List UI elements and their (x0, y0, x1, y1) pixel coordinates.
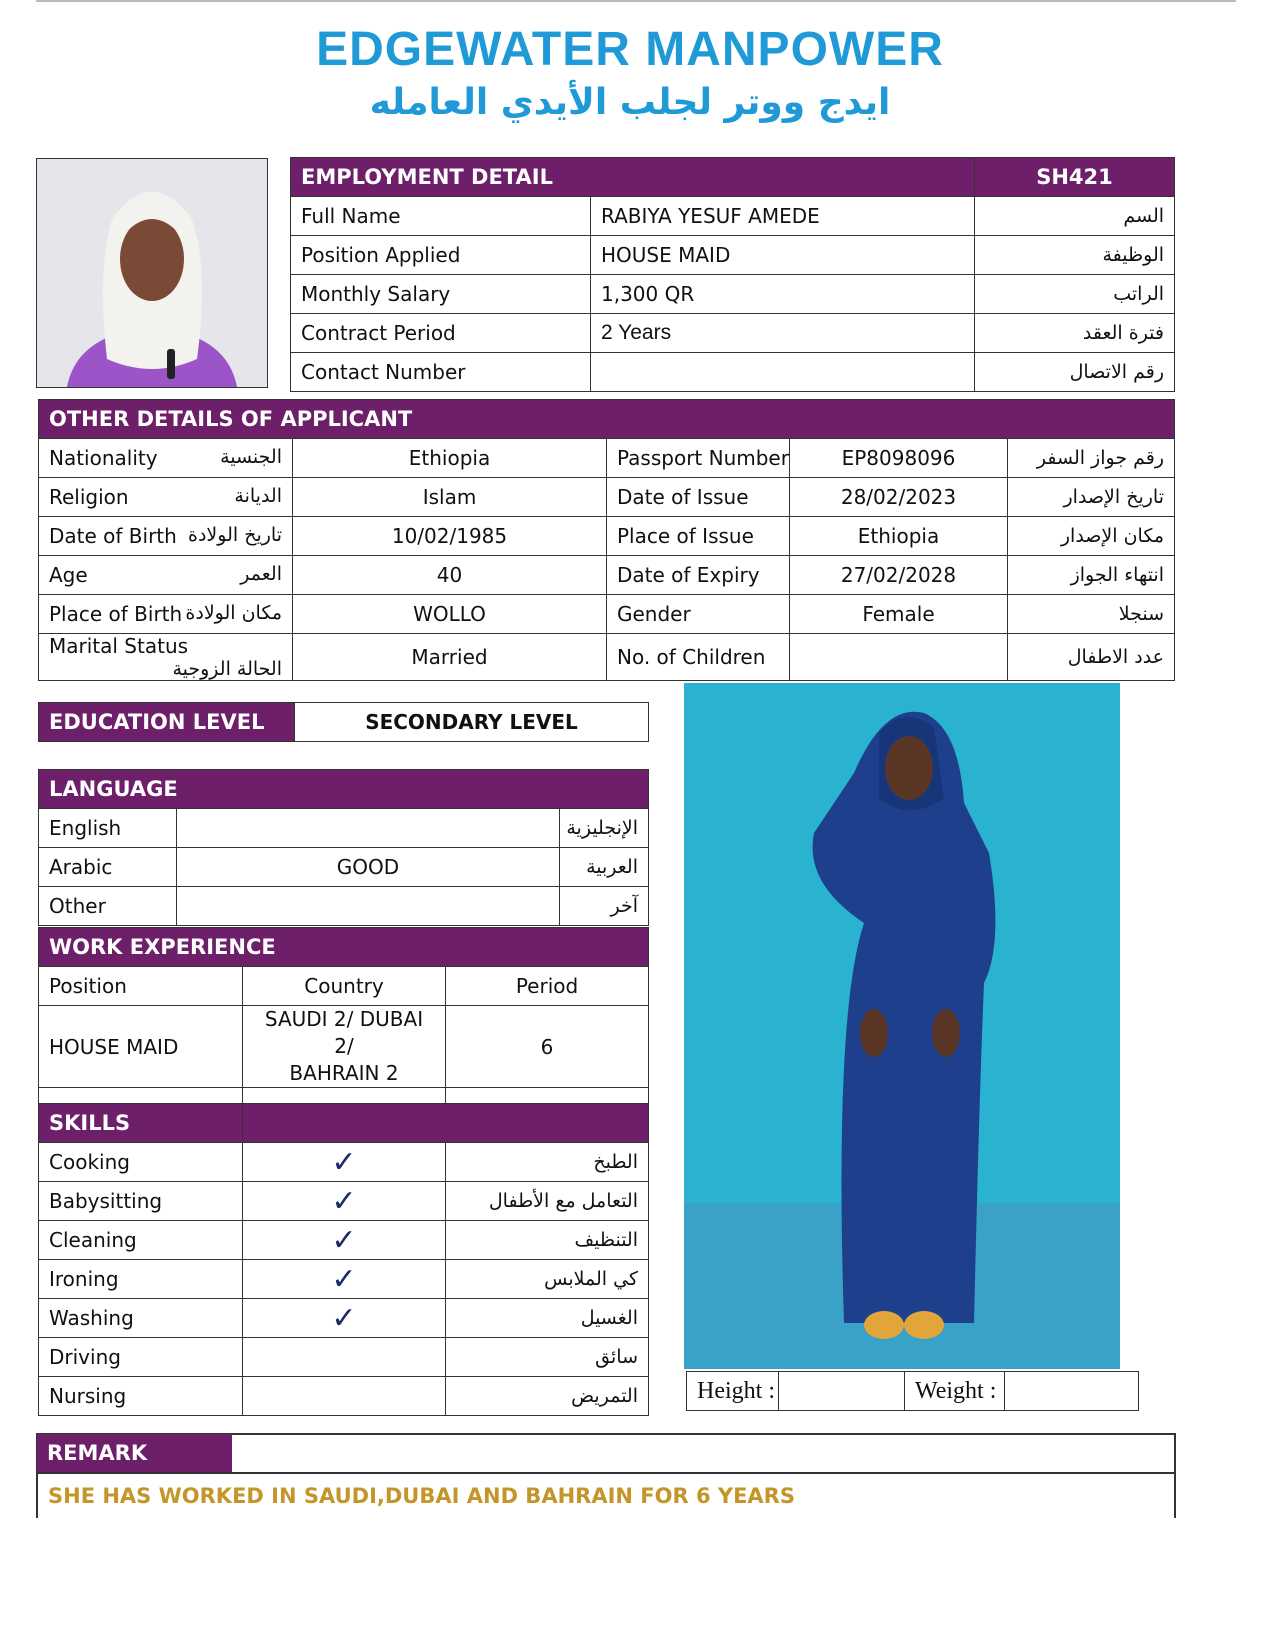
skill-nursing-label-ar: التمريض (446, 1377, 649, 1416)
nationality-value: Ethiopia (293, 439, 607, 478)
skill-ironing-label: Ironing (39, 1260, 243, 1299)
language-arabic-value: GOOD (177, 848, 560, 887)
place-of-issue-value: Ethiopia (790, 517, 1008, 556)
marital-status-label-en: Marital Status (49, 634, 189, 658)
work-header-position: Position (39, 967, 243, 1006)
date-of-issue-value: 28/02/2023 (790, 478, 1008, 517)
contact-number-label-ar: رقم الاتصال (975, 353, 1175, 392)
portrait-photo (36, 158, 268, 388)
skill-driving-label-ar: سائق (446, 1338, 649, 1377)
skill-nursing-label: Nursing (39, 1377, 243, 1416)
religion-label-ar: الديانة (234, 485, 282, 507)
contract-period-value: 2 Years (591, 314, 975, 353)
skill-nursing-check (243, 1377, 446, 1416)
height-label: Height : (687, 1372, 779, 1411)
children-value (790, 634, 1008, 681)
date-of-birth-label-ar: تاريخ الولادة (188, 524, 282, 546)
place-of-birth-label-en: Place of Birth (49, 602, 183, 626)
company-name-en: EDGEWATER MANPOWER (316, 23, 944, 76)
skill-cleaning-check-icon: ✓ (243, 1221, 446, 1260)
skills-table (38, 1103, 649, 1416)
remark-frame-right (1174, 1434, 1176, 1518)
education-value: SECONDARY LEVEL (295, 703, 649, 742)
language-other-label-ar: آخر (560, 887, 649, 926)
skills-title: SKILLS (39, 1104, 243, 1143)
remark-title: REMARK (37, 1434, 232, 1472)
other-details-title: OTHER DETAILS OF APPLICANT (39, 400, 1175, 439)
language-arabic-label-ar: العربية (560, 848, 649, 887)
date-of-expiry-value: 27/02/2028 (790, 556, 1008, 595)
work-header-period: Period (446, 967, 649, 1006)
gender-label-ar: سنجلا (1008, 595, 1175, 634)
age-value: 40 (293, 556, 607, 595)
marital-status-value: Married (293, 634, 607, 681)
skill-driving-label: Driving (39, 1338, 243, 1377)
education-title: EDUCATION LEVEL (39, 703, 295, 742)
date-of-birth-label (39, 517, 293, 556)
height-weight-table (686, 1371, 1139, 1411)
monthly-salary-label: Monthly Salary (291, 275, 591, 314)
full-body-photo (684, 683, 1120, 1369)
marital-status-label (39, 634, 293, 681)
place-of-birth-label-ar: مكان الولادة (185, 602, 282, 624)
employment-detail-table (290, 157, 1175, 392)
gender-label: Gender (607, 595, 790, 634)
skill-cooking-label: Cooking (39, 1143, 243, 1182)
weight-value (1005, 1372, 1139, 1411)
gender-value: Female (790, 595, 1008, 634)
marital-status-label-ar: الحالة الزوجية (172, 658, 282, 680)
place-of-issue-label-ar: مكان الإصدار (1008, 517, 1175, 556)
skill-washing-check-icon: ✓ (243, 1299, 446, 1338)
language-english-label: English (39, 809, 177, 848)
other-details-table (38, 399, 1175, 681)
children-label: No. of Children (607, 634, 790, 681)
religion-value: Islam (293, 478, 607, 517)
full-name-value: RABIYA YESUF AMEDE (591, 197, 975, 236)
children-label-ar: عدد الاطفال (1008, 634, 1175, 681)
language-other-label: Other (39, 887, 177, 926)
skill-cleaning-label: Cleaning (39, 1221, 243, 1260)
age-label-en: Age (49, 563, 88, 587)
work-experience-title: WORK EXPERIENCE (39, 928, 649, 967)
work-country-value (243, 1006, 446, 1088)
skill-cooking-check-icon: ✓ (243, 1143, 446, 1182)
full-name-label: Full Name (291, 197, 591, 236)
language-english-label-ar: الإنجليزية (560, 809, 649, 848)
language-arabic-label: Arabic (39, 848, 177, 887)
position-applied-value: HOUSE MAID (591, 236, 975, 275)
monthly-salary-value: 1,300 QR (591, 275, 975, 314)
position-applied-label-ar: الوظيفة (975, 236, 1175, 275)
education-table (38, 702, 649, 742)
work-country-line-1: SAUDI 2/ DUBAI 2/ (264, 1007, 424, 1058)
full-name-label-ar: السم (975, 197, 1175, 236)
work-experience-table (38, 927, 649, 1127)
religion-label (39, 478, 293, 517)
skill-cleaning-label-ar: التنظيف (446, 1221, 649, 1260)
position-applied-label: Position Applied (291, 236, 591, 275)
skill-washing-label-ar: الغسيل (446, 1299, 649, 1338)
skill-babysitting-label: Babysitting (39, 1182, 243, 1221)
contract-period-label-ar: فترة العقد (975, 314, 1175, 353)
contact-number-label: Contact Number (291, 353, 591, 392)
language-table (38, 769, 649, 926)
weight-label: Weight : (905, 1372, 1005, 1411)
date-of-birth-label-en: Date of Birth (49, 524, 177, 548)
place-of-birth-label (39, 595, 293, 634)
passport-number-label: Passport Number (607, 439, 790, 478)
contact-number-value (591, 353, 975, 392)
language-title: LANGUAGE (39, 770, 649, 809)
passport-number-label-ar: رقم جواز السفر (1008, 439, 1175, 478)
date-of-expiry-label: Date of Expiry (607, 556, 790, 595)
work-period-value: 6 (446, 1006, 649, 1088)
work-position-value: HOUSE MAID (39, 1006, 243, 1088)
age-label-ar: العمر (240, 563, 282, 585)
language-other-value (177, 887, 560, 926)
work-country-line-2: BAHRAIN 2 (289, 1061, 399, 1085)
skill-babysitting-check-icon: ✓ (243, 1182, 446, 1221)
remark-text: SHE HAS WORKED IN SAUDI,DUBAI AND BAHRAIN FOR 6 YEARS (48, 1484, 795, 1508)
remark-frame-mid (36, 1472, 1176, 1474)
company-name-ar: ايدج ووتر لجلب الأيدي العامله (369, 82, 891, 123)
skill-washing-label: Washing (39, 1299, 243, 1338)
date-of-birth-value: 10/02/1985 (293, 517, 607, 556)
skill-ironing-label-ar: كي الملابس (446, 1260, 649, 1299)
skills-title-fill (243, 1104, 649, 1143)
top-border-line (36, 0, 1236, 2)
contract-period-label: Contract Period (291, 314, 591, 353)
skill-cooking-label-ar: الطبخ (446, 1143, 649, 1182)
language-english-value (177, 809, 560, 848)
nationality-label-ar: الجنسية (220, 446, 282, 468)
passport-number-value: EP8098096 (790, 439, 1008, 478)
monthly-salary-label-ar: الراتب (975, 275, 1175, 314)
place-of-issue-label: Place of Issue (607, 517, 790, 556)
skill-driving-check (243, 1338, 446, 1377)
skill-ironing-check-icon: ✓ (243, 1260, 446, 1299)
height-value (779, 1372, 905, 1411)
date-of-issue-label-ar: تاريخ الإصدار (1008, 478, 1175, 517)
reference-code: SH421 (975, 158, 1175, 197)
nationality-label-en: Nationality (49, 446, 158, 470)
date-of-expiry-label-ar: انتهاء الجواز (1008, 556, 1175, 595)
religion-label-en: Religion (49, 485, 129, 509)
place-of-birth-value: WOLLO (293, 595, 607, 634)
work-header-country: Country (243, 967, 446, 1006)
nationality-label (39, 439, 293, 478)
employment-detail-title: EMPLOYMENT DETAIL (291, 158, 975, 197)
age-label (39, 556, 293, 595)
date-of-issue-label: Date of Issue (607, 478, 790, 517)
skill-babysitting-label-ar: التعامل مع الأطفال (446, 1182, 649, 1221)
